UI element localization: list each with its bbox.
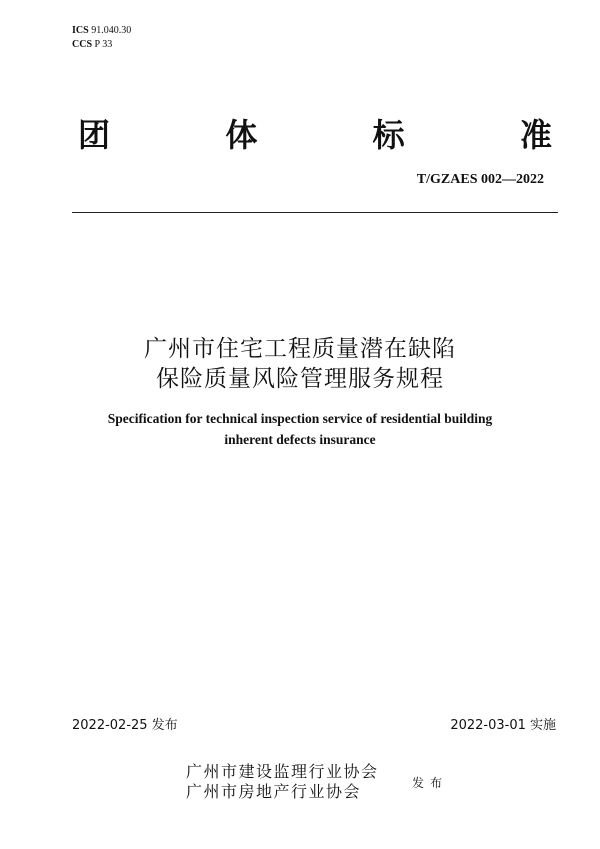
heading-char: 体: [225, 116, 258, 154]
implementation-date: 2022-03-01 实施: [450, 718, 556, 733]
issuing-organizations: [186, 762, 379, 802]
english-title-line: Specification for technical inspection service of residential building: [107, 411, 493, 426]
issuer-org: 广州市建设监理行业协会: [186, 762, 379, 781]
heading-char: 团: [78, 116, 111, 154]
divider: [72, 212, 558, 213]
english-title: [0, 408, 600, 450]
classification-codes: [72, 24, 131, 52]
english-title-line: inherent defects insurance: [224, 432, 376, 447]
standard-type-heading: [78, 110, 552, 156]
title-line: 保险质量风险管理服务规程: [156, 366, 444, 392]
ccs-code: CCS P 33: [72, 39, 113, 50]
issue-date: 2022-02-25 发布: [72, 718, 178, 733]
publish-label: 发布: [412, 776, 449, 790]
ics-code: ICS 91.040.30: [72, 25, 132, 36]
heading-char: 准: [519, 116, 552, 154]
title-line: 广州市住宅工程质量潜在缺陷: [144, 336, 456, 362]
standard-number: T/GZAES 002—2022: [416, 172, 544, 187]
heading-char: 标: [372, 116, 405, 154]
issuer-org: 广州市房地产行业协会: [186, 782, 362, 801]
document-title: [0, 334, 600, 394]
